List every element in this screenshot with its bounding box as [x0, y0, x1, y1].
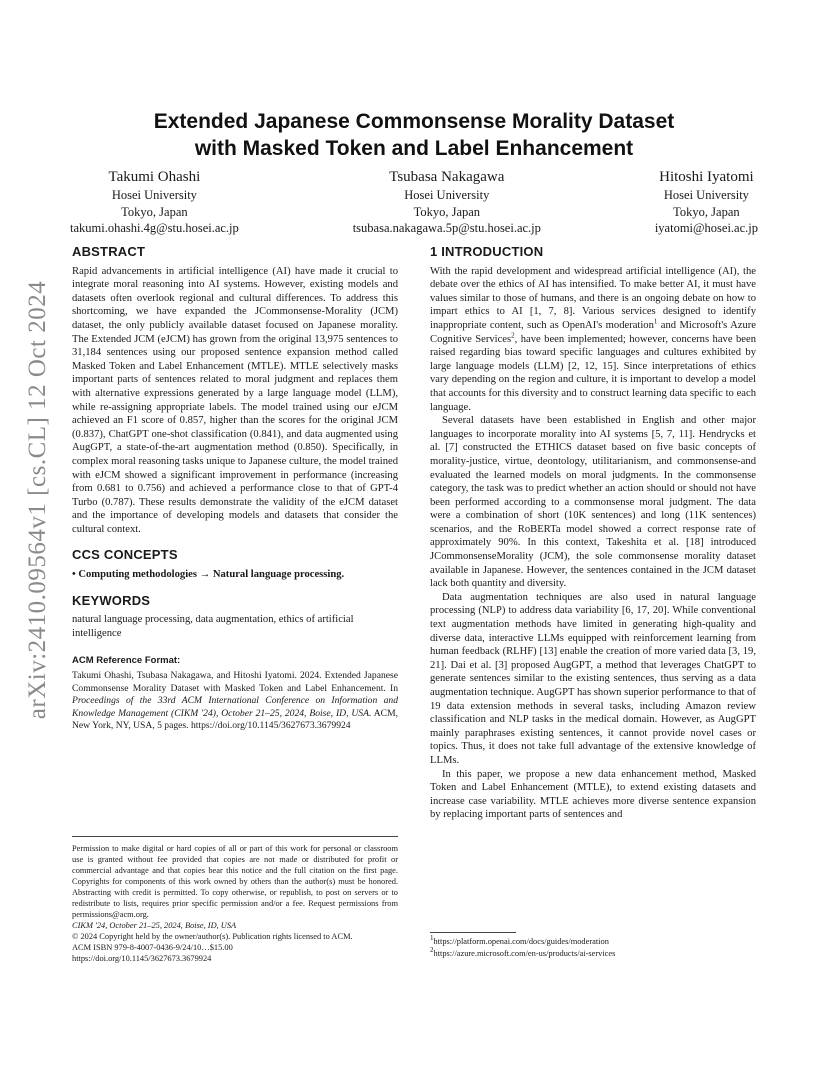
author-email[interactable]: tsubasa.nakagawa.5p@stu.hosei.ac.jp [352, 221, 541, 235]
footnote-divider [430, 932, 516, 933]
title-line-2: with Masked Token and Label Enhancement [194, 137, 634, 160]
doi-link[interactable]: https://doi.org/10.1145/3627673.3679924 [72, 954, 212, 963]
author-email[interactable]: takumi.ohashi.4g@stu.hosei.ac.jp [70, 221, 239, 235]
introduction-heading: 1 INTRODUCTION [430, 244, 544, 259]
permission-text: Permission to make digital or hard copies of all or part of this work for personal or classroom use is granted without fee provided that copies are not made or distributed for profit or commercial advantage and that copies bear this notice and the full citation on the first page. Copyrights for components of this work owned by others than the author(s) must be honored. Abstracting with credit is permitted. To copy otherwise, or republish, to post on servers or to redistribute to lists, requires prior specific permission and/or a fee. Request permissions from permissions@acm.org. [72, 844, 398, 919]
left-column [72, 245, 398, 733]
intro-text: , have been implemented; however, concerns have been raised regarding bias toward specific languages and cultures exhibited by large language models (LLM) [2, 12, 15]. Since interpretations of ethics vary depending on the region and culture, it is important to develop a model that accounts for this diversity and to construct learning data specific to each language. [430, 333, 756, 413]
footnote-mark: 1 [430, 934, 434, 943]
author-2 [353, 168, 541, 237]
abstract-heading: ABSTRACT [72, 244, 146, 259]
keywords-text: natural language processing, data augmentation, ethics of artificial intelligence [72, 614, 354, 639]
ccs-concepts: • Computing methodologies → Natural language processing. [72, 569, 345, 581]
isbn-line: ACM ISBN 979-8-4007-0436-9/24/10…$15.00 [72, 943, 233, 952]
author-location: Tokyo, Japan [673, 204, 740, 219]
author-1 [70, 168, 239, 237]
keywords-heading: KEYWORDS [72, 592, 151, 608]
author-email[interactable]: iyatomi@hosei.ac.jp [654, 221, 758, 235]
author-block [70, 168, 758, 237]
conference-line: CIKM '24, October 21–25, 2024, Boise, ID, USA [72, 921, 237, 930]
right-column [430, 245, 756, 822]
author-name: Hitoshi Iyatomi [659, 169, 754, 185]
footnote-url[interactable]: https://platform.openai.com/docs/guides/moderation [433, 937, 609, 946]
author-affiliation: Hosei University [111, 188, 197, 202]
intro-paragraph-3: Data augmentation techniques are also used in natural language processing (NLP) to address data variability [6, 17, 20]. While conventional text augmentation methods have limited in generating high-quality and diverse data, interactive LLMs equipped with reinforcement learning from human feedback (RLHF) [13] enable the creation of more varied data [3, 19, 21]. Dai et al. [3] proposed AugGPT, a method that leverages ChatGPT to generate sentences similar to the existing sentences, thus serving as a data augmentation technique. AugGPT has shown superior performance to that of 19 data extension methods in several tasks, including Amazon review classification and NLP tasks in the medical domain. However, as AugGPT mainly paraphrases existing sentences, it cannot provide novel cases or topics. Thus, it does not take full advantage of the extensive knowledge of LLMs. [430, 591, 756, 766]
acm-reference-venue: Proceedings of the 33rd ACM International Conference on Information and Knowledge Management (CIKM '24), October 21–25, 2024, Boise, ID, USA. [72, 695, 398, 719]
author-3 [655, 168, 758, 237]
ccs-heading: CCS CONCEPTS [72, 547, 178, 563]
acm-reference-part: Takumi Ohashi, Tsubasa Nakagawa, and Hitoshi Iyatomi. 2024. Extended Japanese Commonsense Morality Dataset with Masked Token and Label Enhancement. In [72, 670, 398, 694]
intro-paragraph-2: Several datasets have been established in English and other major languages to incorporate morality into AI systems [5, 7, 11]. Hendrycks et al. [7] constructed the ETHICS dataset based on five basic concepts of morality-justice, virtue, deontology, utilitarianism, and commonsense-and evaluated the learned models on moral judgments. In the commonsense category, the task was to predict whether an action should or should not have been performed according to a commonsense moral judgment. The data were a combination of short (10K sentences) and long (11K sentences) scenarios, and the RoBERTa model showed a correct response rate of approximately 90%. In this context, Takeshita et al. [18] introduced JCommonsenseMorality (JCM), the sole commonsense morality dataset available in Japanese. However, the sentences contained in the JCM dataset lack both quantity and diversity. [430, 415, 756, 590]
acm-reference-heading: ACM Reference Format: [72, 655, 181, 667]
intro-text: With the rapid development and widespread artificial intelligence (AI), the debate over the ethics of AI has intensified. To make better AI, it must have values similar to those of humans, and there is an ongoing debate on how to impart ethics to AI [1, 7, 8]. Various services designed to identify inappropriate content, such as OpenAI's moderation [430, 265, 756, 331]
intro-paragraph-1 [430, 265, 756, 415]
acm-reference-part: ACM, New York, NY, USA, 5 pages. https://doi.org/10.1145/3627673.3679924 [72, 707, 398, 732]
footnote-2 [430, 945, 756, 960]
footnote-marker[interactable]: 2 [511, 331, 515, 340]
permission-notice [72, 836, 398, 964]
arxiv-watermark [18, 280, 58, 720]
author-name: Tsubasa Nakagawa [389, 169, 505, 185]
abstract-text: Rapid advancements in artificial intelligence (AI) have made it crucial to integrate moral reasoning into AI systems. However, existing models and datasets often overlook regional and cultural differences. To address this shortcoming, we have expanded the JCommonsense-Morality (JCM) dataset, the only publicly available dataset focused on Japanese morality. The Extended JCM (eJCM) has grown from the original 13,975 sentences to 31,184 sentences using our proposed sentence expansion method called Masked Token and Label Enhancement (MTLE). MTLE selectively masks important parts of sentences related to moral judgment and replaces them with alternative expressions generated by a large language model (LLM), while re-assigning appropriate labels. The model trained using our eJCM achieved an F1 score of 0.857, higher than the scores for the original JCM (0.837), ChatGPT one-shot classification (0.841), and data augmented using AugGPT, a state-of-the-art augmentation method (0.850). Specifically, in complex moral reasoning tasks unique to Japanese culture, the model trained with eJCM showed a significant improvement in performance (increasing from 0.681 to 0.756) and achieved a performance close to that of GPT-4 Turbo (0.787). These results demonstrate the validity of the eJCM dataset and the importance of developing models and datasets that consider the cultural context. [72, 265, 398, 535]
intro-text: and Microsoft's Azure Cognitive Services [430, 319, 756, 345]
intro-paragraph-4: In this paper, we propose a new data enhancement method, Masked Token and Label Enhancement (MTLE), to extend existing datasets and increase case variability. MTLE achieves more diverse sentence expansion by replacing important parts of sentences and [430, 768, 756, 821]
arxiv-identifier: arXiv:2410.09564v1 [cs.CL] 12 Oct 2024 [24, 280, 52, 720]
author-affiliation: Hosei University [404, 188, 490, 202]
footnotes [430, 936, 756, 959]
footnote-url[interactable]: https://azure.microsoft.com/en-us/products/ai-services [433, 948, 616, 958]
acm-reference-text [72, 670, 398, 733]
title-line-1: Extended Japanese Commonsense Morality Dataset [153, 110, 675, 133]
author-name: Takumi Ohashi [108, 169, 201, 185]
author-affiliation: Hosei University [663, 188, 749, 202]
author-location: Tokyo, Japan [121, 204, 188, 219]
footnote-marker[interactable]: 1 [653, 317, 658, 326]
author-location: Tokyo, Japan [413, 204, 481, 219]
paper-title [72, 108, 756, 162]
copyright-line: © 2024 Copyright held by the owner/author(s). Publication rights licensed to ACM. [72, 932, 353, 941]
footnote-1 [430, 936, 756, 948]
footnote-mark: 2 [430, 945, 434, 954]
